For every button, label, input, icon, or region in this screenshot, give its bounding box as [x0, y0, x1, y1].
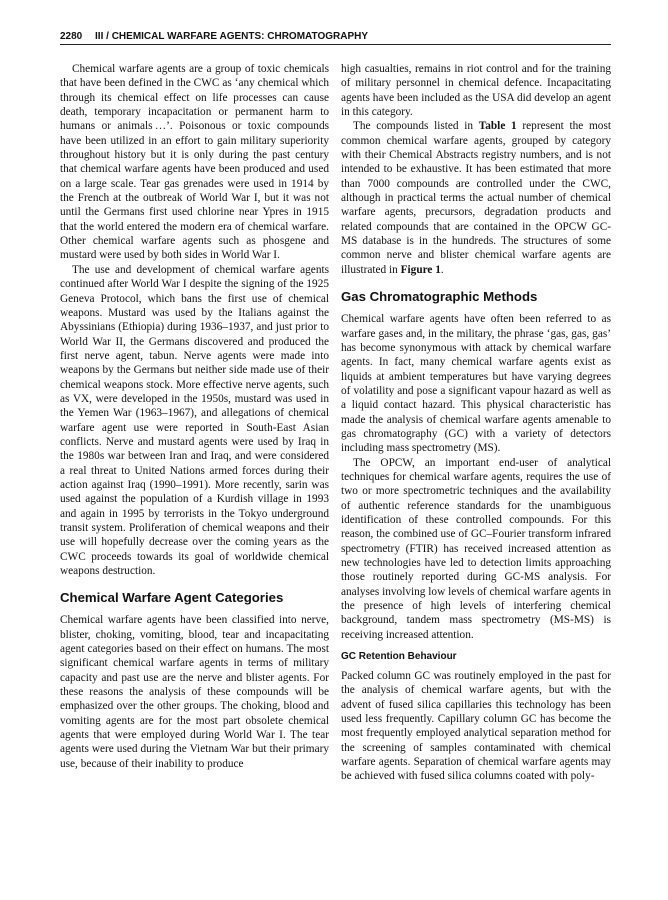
table-1-reference[interactable]: Table 1 [478, 120, 517, 133]
text: The compounds listed in [353, 120, 479, 133]
subsection-heading-gc-retention: GC Retention Behaviour [341, 651, 457, 663]
section-heading-gc-methods: Gas Chromatographic Methods [341, 289, 538, 305]
running-head [60, 31, 610, 42]
paragraph: Chemical warfare agents have been classified into nerve, blister, choking, vomiting, blood, tear and incapacitating agent categories based on their effect on humans. The most significant chemical warfare agents in terms of military capacity and past use are the nerve and blister agents. For these reasons the analysis of these compounds will be emphasized over the other groups. The choking, blood and vomiting agents are for the most part obsolete chemical agents that were employed during World War I. The tear agents were used during the Vietnam War but their primary use, because of their inability to produce [60, 614, 329, 770]
paragraph: The OPCW, an important end-user of analytical techniques for chemical warfare agents, requires the use of two or more spectrometric techniques and the availability of authentic reference standards for the unambiguous identification of these controlled compounds. For this reason, the combined use of GC–Fourier transform infrared spectrometry (FTIR) has received increased attention as new technologies have led to detection limits approaching those routinely reported during GC-MS analysis. For analyses involving low levels of chemical warfare agents in the presence of high levels of interfering chemical background, tandem mass spectrometry (MS-MS) is receiving increased attention. [341, 456, 611, 641]
paragraph: Chemical warfare agents have often been referred to as warfare gases and, in the military, the phrase ‘gas, gas, gas’ has become synonymous with attack by chemical warfare agents. In fact, many chemical warfare agents exist as liquids at ambient temperatures but have varying degrees of volatility and pose a significant vapour hazard as well as a liquid contact hazard. This physical characteristic has made the analysis of chemical warfare agents amenable to gas chromatography (GC) with a variety of detectors including mass spectrometry (MS). [341, 313, 611, 455]
page-number: 2280 [60, 31, 83, 42]
figure-1-reference[interactable]: Figure 1 [400, 263, 441, 276]
paragraph: Packed column GC was routinely employed in the past for the analysis of chemical warfare agents, but with the advent of fused silica capillaries this technology has been used less frequently. Capillary column GC has become the most frequently employed analytical separation method for the screening of samples contaminated with chemical warfare agents. Separation of chemical warfare agents may be achieved with fused silica columns coated with poly- [341, 670, 611, 783]
paragraph: high casualties, remains in riot control and for the training of military personnel in chemical defence. Incapacitating agents have been included as the USA did develop an agent in this category. [341, 63, 611, 119]
paragraph: Chemical warfare agents are a group of toxic chemicals that have been defined in the CWC as ‘any chemical which through its chemical effect on life processes can cause death, temporary incapacitation or permanent harm to humans or animals …’. Poisonous or toxic compounds have been utilized in an effort to gain military superiority throughout history but it is only during the past century that chemical warfare agents have been produced and used on a large scale. Tear gas grenades were used in 1914 by the French at the outbreak of World War I, but it was not until the Germans first used chlorine near Ypres in 1915 that the world entered the modern era of chemical warfare. Other chemical warfare agents such as phosgene and mustard were used by both sides in World War I. [60, 63, 329, 262]
left-column [60, 62, 329, 771]
paragraph: The use and development of chemical warfare agents continued after World War I despite the signing of the 1925 Geneva Protocol, which bans the first use of chemical weapons. Mustard was used by the Italians against the Abyssinians (Ethiopia) during 1936–1937, and just prior to World War II, the Germans discovered and produced the first nerve agent, tabun. Nerve agents were made into weapons by the Germans but neither side made use of their chemical weapons stock. More effective nerve agents, such as VX, were developed in the 1950s, mustard was used in the Yemen War (1963–1967), and allegations of chemical warfare agent use were reported in South-East Asian conflicts. Nerve and mustard agents were used by Iraq in the 1980s war between Iran and Iraq, and were considered a real threat to United Nations armed forces during their action against Iraq (1990–1991). More recently, sarin was used against the population of a Kurdish village in 1993 and again in 1995 by terrorists in the Tokyo underground transit system. Proliferation of chemical weapons and their use will hopefully decrease over the coming years as the CWC proceeds towards its goal of worldwide chemical weapons destruction. [60, 263, 329, 578]
text: . [440, 263, 444, 276]
right-column [341, 62, 611, 784]
section-heading-categories: Chemical Warfare Agent Categories [60, 590, 284, 606]
running-title: III / CHEMICAL WARFARE AGENTS: CHROMATOGRAPHY [95, 31, 368, 42]
text: represent the most common chemical warfare agents, grouped by category with their Chemical Abstracts registry numbers, and is not intended to be exhaustive. It has been estimated that more than 7000 compounds are controlled under the CWC, although in practical terms the actual number of chemical warfare agents, precursors, degradation products and related compounds that are contained in the OPCW GC-MS database is in the hundreds. The structures of some common nerve and blister chemical warfare agents are illustrated in [341, 120, 611, 276]
header-rule [60, 44, 611, 45]
paragraph [341, 119, 611, 277]
